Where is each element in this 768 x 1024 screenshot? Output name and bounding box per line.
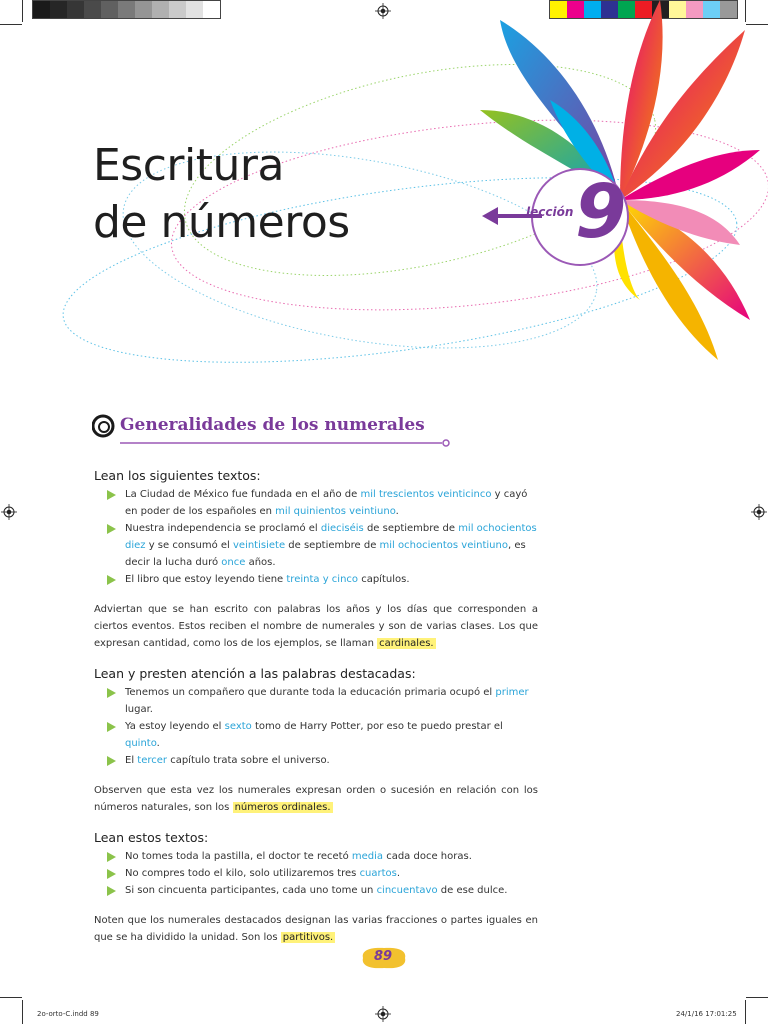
highlight-cardinales: cardinales. (379, 638, 434, 649)
paragraph-ordinales: Observen que esta vez los numerales expresan orden o sucesión en relación con los números naturales, son los números ordinales. (94, 785, 538, 813)
page-number-badge (359, 945, 409, 971)
registration-mark-icon (1, 504, 17, 520)
page-title-line-2: de números (93, 197, 350, 248)
list-item: La Ciudad de México fue fundada en el año de mil trescientos veinticinco y cayó en poder de los españoles en mil quinientos veintiuno. (94, 486, 538, 520)
block2-list (94, 684, 538, 769)
list-item: Tenemos un compañero que durante toda la educación primaria ocupó el primer lugar. (94, 684, 538, 718)
registration-mark-icon (375, 1006, 391, 1022)
list-item: El libro que estoy leyendo tiene treinta y cinco capítulos. (94, 571, 538, 588)
paragraph-partitivos: Noten que los numerales destacados designan las varias fracciones o partes iguales en que se ha dividido la unidad. Son los partitivos. (94, 915, 538, 943)
list-item: Nuestra independencia se proclamó el dieciséis de septiembre de mil ochocientos diez y se consumó el veintisiete de septiembre de mil ochocientos veintiuno, es decir la lucha duró once años. (94, 520, 538, 571)
lesson-number: 9 (575, 169, 627, 255)
list-item: Ya estoy leyendo el sexto tomo de Harry Potter, por eso te puedo prestar el quinto. (94, 718, 538, 752)
block3-list (94, 848, 538, 899)
block1-lead: Lean los siguientes textos: (94, 468, 261, 483)
list-item: No compres todo el kilo, solo utilizaremos tres cuartos. (94, 865, 538, 882)
paragraph-cardinales: Adviertan que se han escrito con palabras los años y los días que corresponden a ciertos eventos. Estos reciben el nombre de numerales y son de varias clases. Los que expresan cantidad, como los de los ejemplos, se llaman cardinales. (94, 604, 538, 649)
highlight-ordinales: números ordinales. (234, 802, 331, 813)
page-title (93, 137, 350, 251)
page-number: 89 (374, 949, 393, 964)
list-item: El tercer capítulo trata sobre el universo. (94, 752, 538, 769)
crop-mark (746, 997, 768, 998)
block2-lead: Lean y presten atención a las palabras destacadas: (94, 666, 416, 681)
list-item: No tomes toda la pastilla, el doctor te recetó media cada doce horas. (94, 848, 538, 865)
lesson-badge (482, 165, 632, 275)
footer-filename: 2o-orto-C.indd 89 (37, 1010, 99, 1018)
crop-mark (745, 1000, 746, 1024)
block3-lead: Lean estos textos: (94, 830, 209, 845)
crop-mark (22, 1000, 23, 1024)
crop-mark (0, 997, 22, 998)
footer-timestamp: 24/1/16 17:01:25 (676, 1010, 737, 1018)
lesson-label: lección (526, 205, 574, 219)
list-item: Si son cincuenta participantes, cada uno tome un cincuentavo de ese dulce. (94, 882, 538, 899)
main-content (94, 468, 538, 946)
highlight-partitivos: partitivos. (282, 932, 334, 943)
section-title: Generalidades de los numerales (120, 415, 425, 435)
section-heading (92, 412, 452, 452)
page-title-line-1: Escritura (93, 140, 284, 191)
block1-list (94, 486, 538, 588)
registration-mark-icon (751, 504, 767, 520)
